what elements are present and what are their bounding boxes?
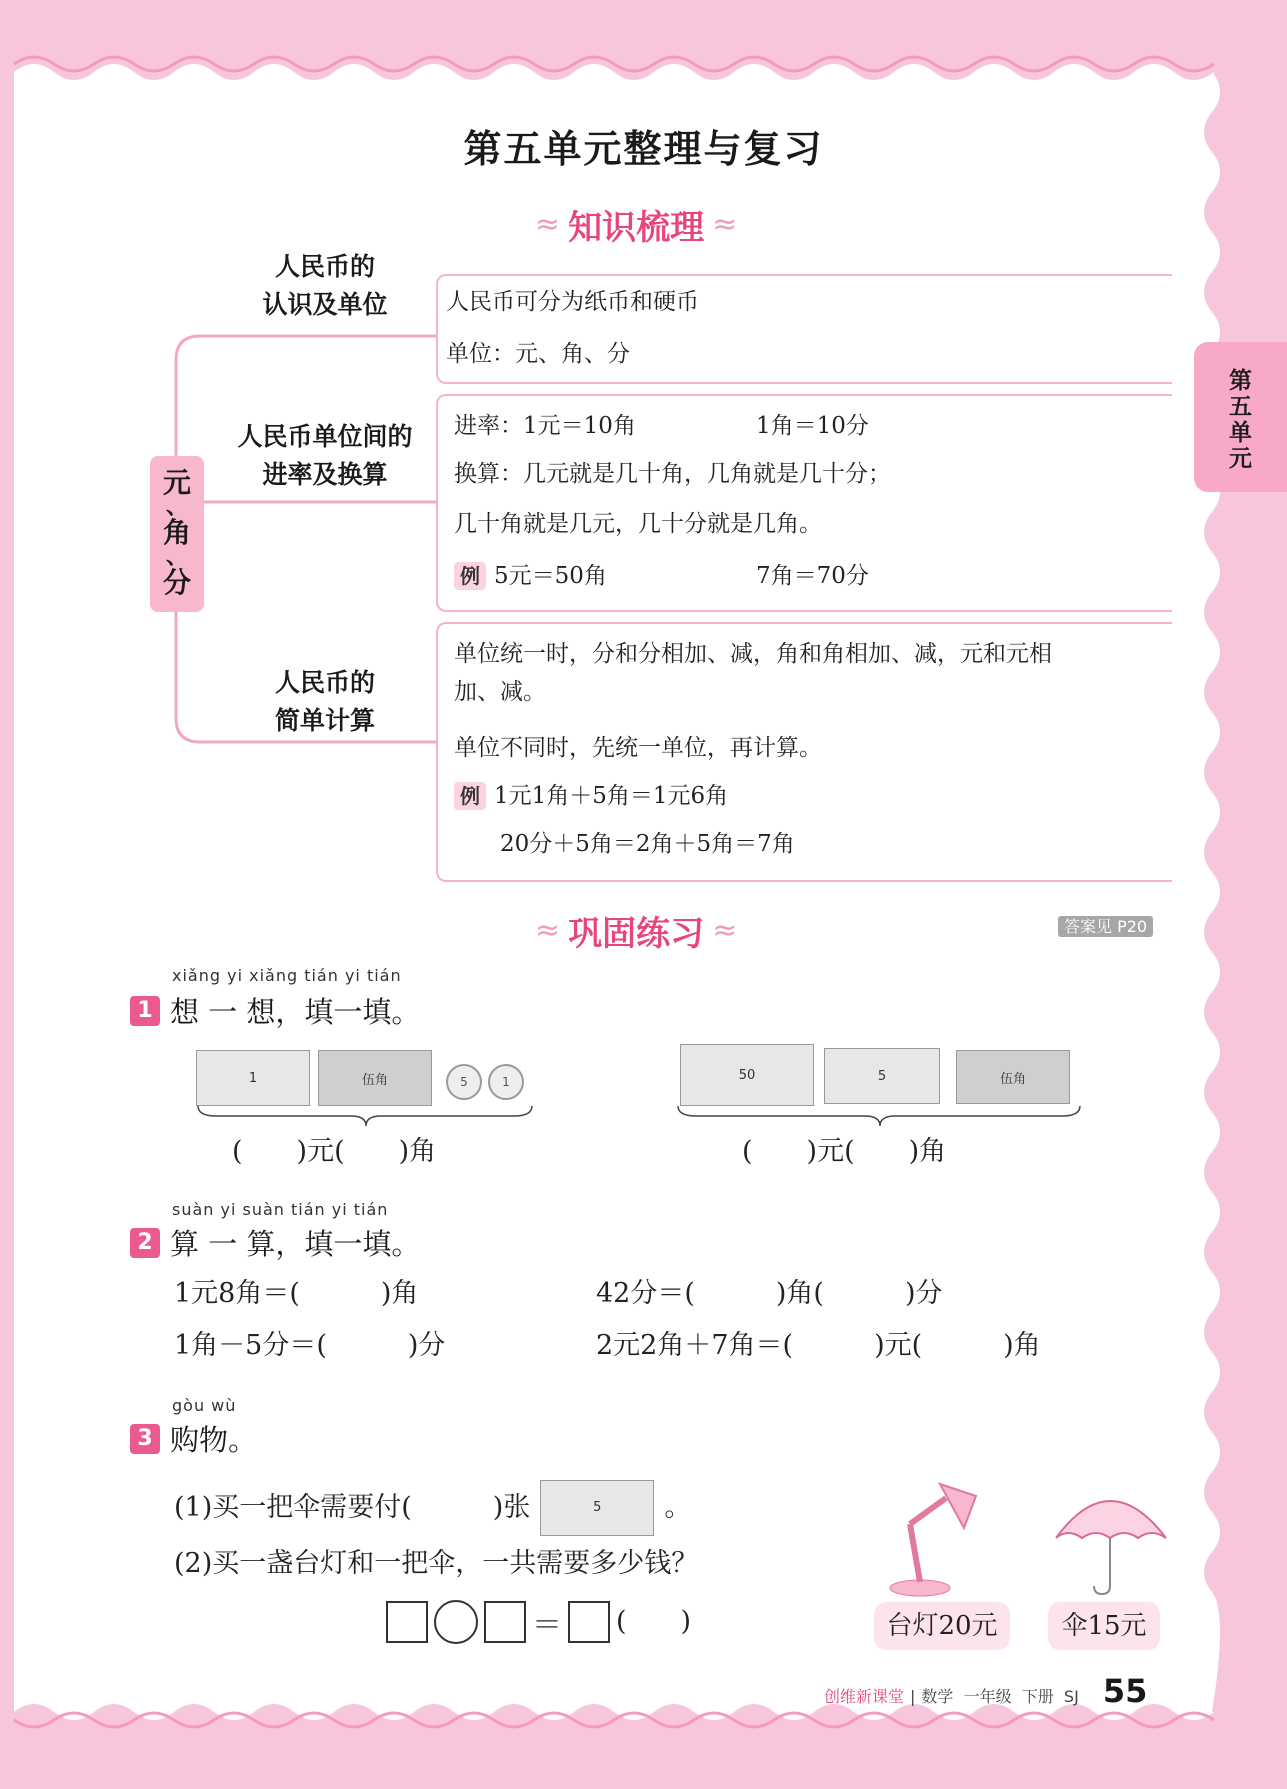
umbrella-price: 伞15元 — [1048, 1602, 1160, 1650]
knowledge-title: 知识梳理 — [568, 208, 705, 248]
root-char: 元 — [162, 466, 191, 499]
q1-blank-a[interactable]: ( )元( )角 — [232, 1136, 437, 1167]
branch-label-line: 人民币的 — [274, 668, 375, 697]
branch-label-recognition — [220, 248, 430, 324]
box-line: 单位不同时，先统一单位，再计算。 — [454, 735, 822, 761]
unit-blank[interactable]: ( ) — [616, 1606, 692, 1637]
branch-box-recognition — [436, 274, 1172, 384]
banknote-50-yuan: 50 — [680, 1044, 814, 1106]
page-number: 55 — [1102, 1672, 1148, 1710]
page-title: 第五单元整理与复习 — [463, 127, 824, 171]
q2-item-4[interactable]: 2元2角＋7角＝( )元( )角 — [596, 1330, 1041, 1361]
example-text: 1元1角＋5角＝1元6角 — [494, 783, 729, 809]
q3-part1-text[interactable]: (1)买一把伞需要付( )张 — [174, 1492, 531, 1523]
lamp-price: 台灯20元 — [874, 1602, 1010, 1650]
mindmap-root — [150, 456, 204, 612]
tab-char: 元 — [1229, 446, 1252, 472]
q2-item-3[interactable]: 1角－5分＝( )分 — [174, 1330, 446, 1361]
q2-title: 算 一 算，填一填。 — [170, 1227, 421, 1261]
answer-reference — [1058, 914, 1153, 937]
coin-5-jiao: 5 — [446, 1064, 482, 1100]
banknote-5-jiao: 伍角 — [956, 1050, 1070, 1104]
q3-number: 3 — [130, 1424, 160, 1454]
root-char: 角 — [162, 516, 191, 549]
example-row — [454, 780, 728, 812]
q1-brace-a — [196, 1104, 536, 1128]
q2-item-1[interactable]: 1元8角＝( )角 — [174, 1278, 419, 1309]
banknote-5-yuan: 5 — [824, 1048, 940, 1104]
q3-equation — [386, 1600, 691, 1644]
q1-heading — [130, 990, 420, 1031]
q3-part1-end: 。 — [664, 1492, 692, 1523]
box-line: 单位统一时，分和分相加、减，角和角相加、减，元和元相 — [454, 641, 1052, 667]
footer-brand: 创维新课堂 — [824, 1687, 905, 1706]
example-row — [454, 560, 607, 592]
box-line: 换算：几元就是几十角，几角就是几十分； — [454, 461, 891, 487]
wave-decoration-left: ≈ — [535, 207, 561, 242]
unit-side-tab — [1194, 342, 1287, 492]
tab-char: 第 — [1229, 368, 1252, 394]
q1-pinyin: xiǎng yi xiǎng tián yi tián — [172, 966, 402, 985]
q3-part1 — [174, 1480, 691, 1536]
branch-label-line: 人民币单位间的 — [237, 422, 413, 451]
units-text: 单位：元、角、分 — [446, 341, 630, 367]
q2-heading — [130, 1222, 420, 1263]
example-tag: 例 — [454, 782, 486, 810]
branch-label-line: 进率及换算 — [262, 460, 388, 489]
box-line: 1角＝10分 — [756, 413, 869, 439]
q2-pinyin: suàn yi suàn tián yi tián — [172, 1200, 389, 1219]
coin-1-jiao: 1 — [488, 1064, 524, 1100]
q3-heading — [130, 1418, 257, 1459]
branch-label-conversion — [210, 418, 440, 494]
q1-money-group-a — [196, 1050, 536, 1112]
branch-label-line: 认识及单位 — [262, 290, 388, 319]
practice-title: 巩固练习 — [568, 914, 705, 954]
example-text: 5元＝50角 — [494, 563, 607, 589]
knowledge-header — [535, 200, 737, 249]
root-char: 、 — [165, 495, 188, 520]
q3-title: 购物。 — [170, 1423, 258, 1457]
q2-number: 2 — [130, 1228, 160, 1258]
q3-pinyin: gòu wù — [172, 1396, 237, 1415]
footer-info: 数学 一年级 下册 SJ — [921, 1687, 1079, 1706]
box-line: 进率：1元＝10角 — [454, 413, 636, 439]
example-text: 20分＋5角＝2角＋5角＝7角 — [500, 831, 795, 857]
page-footer — [824, 1672, 1147, 1710]
wave-decoration-right: ≈ — [712, 913, 738, 948]
branch-box-conversion — [436, 394, 1172, 612]
box-line: 加、减。 — [454, 679, 546, 705]
branch-label-line: 人民币的 — [274, 252, 375, 281]
tab-char: 单 — [1229, 420, 1252, 446]
equation-box[interactable] — [386, 1601, 428, 1643]
q3-part2: (2)买一盏台灯和一把伞，一共需要多少钱？ — [174, 1548, 699, 1579]
branch-label-calculation — [220, 664, 430, 740]
desk-lamp-icon — [880, 1476, 1000, 1598]
q1-title: 想 一 想，填一填。 — [170, 995, 421, 1029]
box-line: 几十角就是几元，几十分就是几角。 — [454, 511, 822, 537]
wave-decoration-right: ≈ — [712, 207, 738, 242]
q1-blank-b[interactable]: ( )元( )角 — [742, 1136, 947, 1167]
q1-money-group-b — [680, 1044, 1080, 1110]
q1-number: 1 — [130, 996, 160, 1026]
root-char: 分 — [162, 566, 191, 599]
branch-label-line: 简单计算 — [274, 706, 375, 735]
banknote-5-jiao: 伍角 — [318, 1050, 432, 1106]
box-line: 人民币可分为纸币和硬币 — [446, 289, 699, 315]
example-text: 7角＝70分 — [756, 563, 869, 589]
equation-box[interactable] — [568, 1601, 610, 1643]
banknote-5-yuan: 5 — [540, 1480, 654, 1536]
answer-ref-text: 答案见 P20 — [1058, 916, 1153, 937]
q1-brace-b — [676, 1104, 1084, 1128]
practice-header — [535, 906, 737, 955]
equation-operator-circle[interactable] — [434, 1600, 478, 1644]
banknote-1-yuan: 1 — [196, 1050, 310, 1106]
equation-box[interactable] — [484, 1601, 526, 1643]
q2-item-2[interactable]: 42分＝( )角( )分 — [596, 1278, 943, 1309]
branch-box-calculation — [436, 622, 1172, 882]
equals-sign: ＝ — [532, 1608, 562, 1643]
box-line-units — [446, 338, 630, 370]
footer-separator: | — [910, 1687, 916, 1706]
wave-decoration-left: ≈ — [535, 913, 561, 948]
umbrella-icon — [1050, 1476, 1172, 1598]
tab-char: 五 — [1229, 394, 1252, 420]
root-char: 、 — [165, 545, 188, 570]
example-tag: 例 — [454, 562, 486, 590]
